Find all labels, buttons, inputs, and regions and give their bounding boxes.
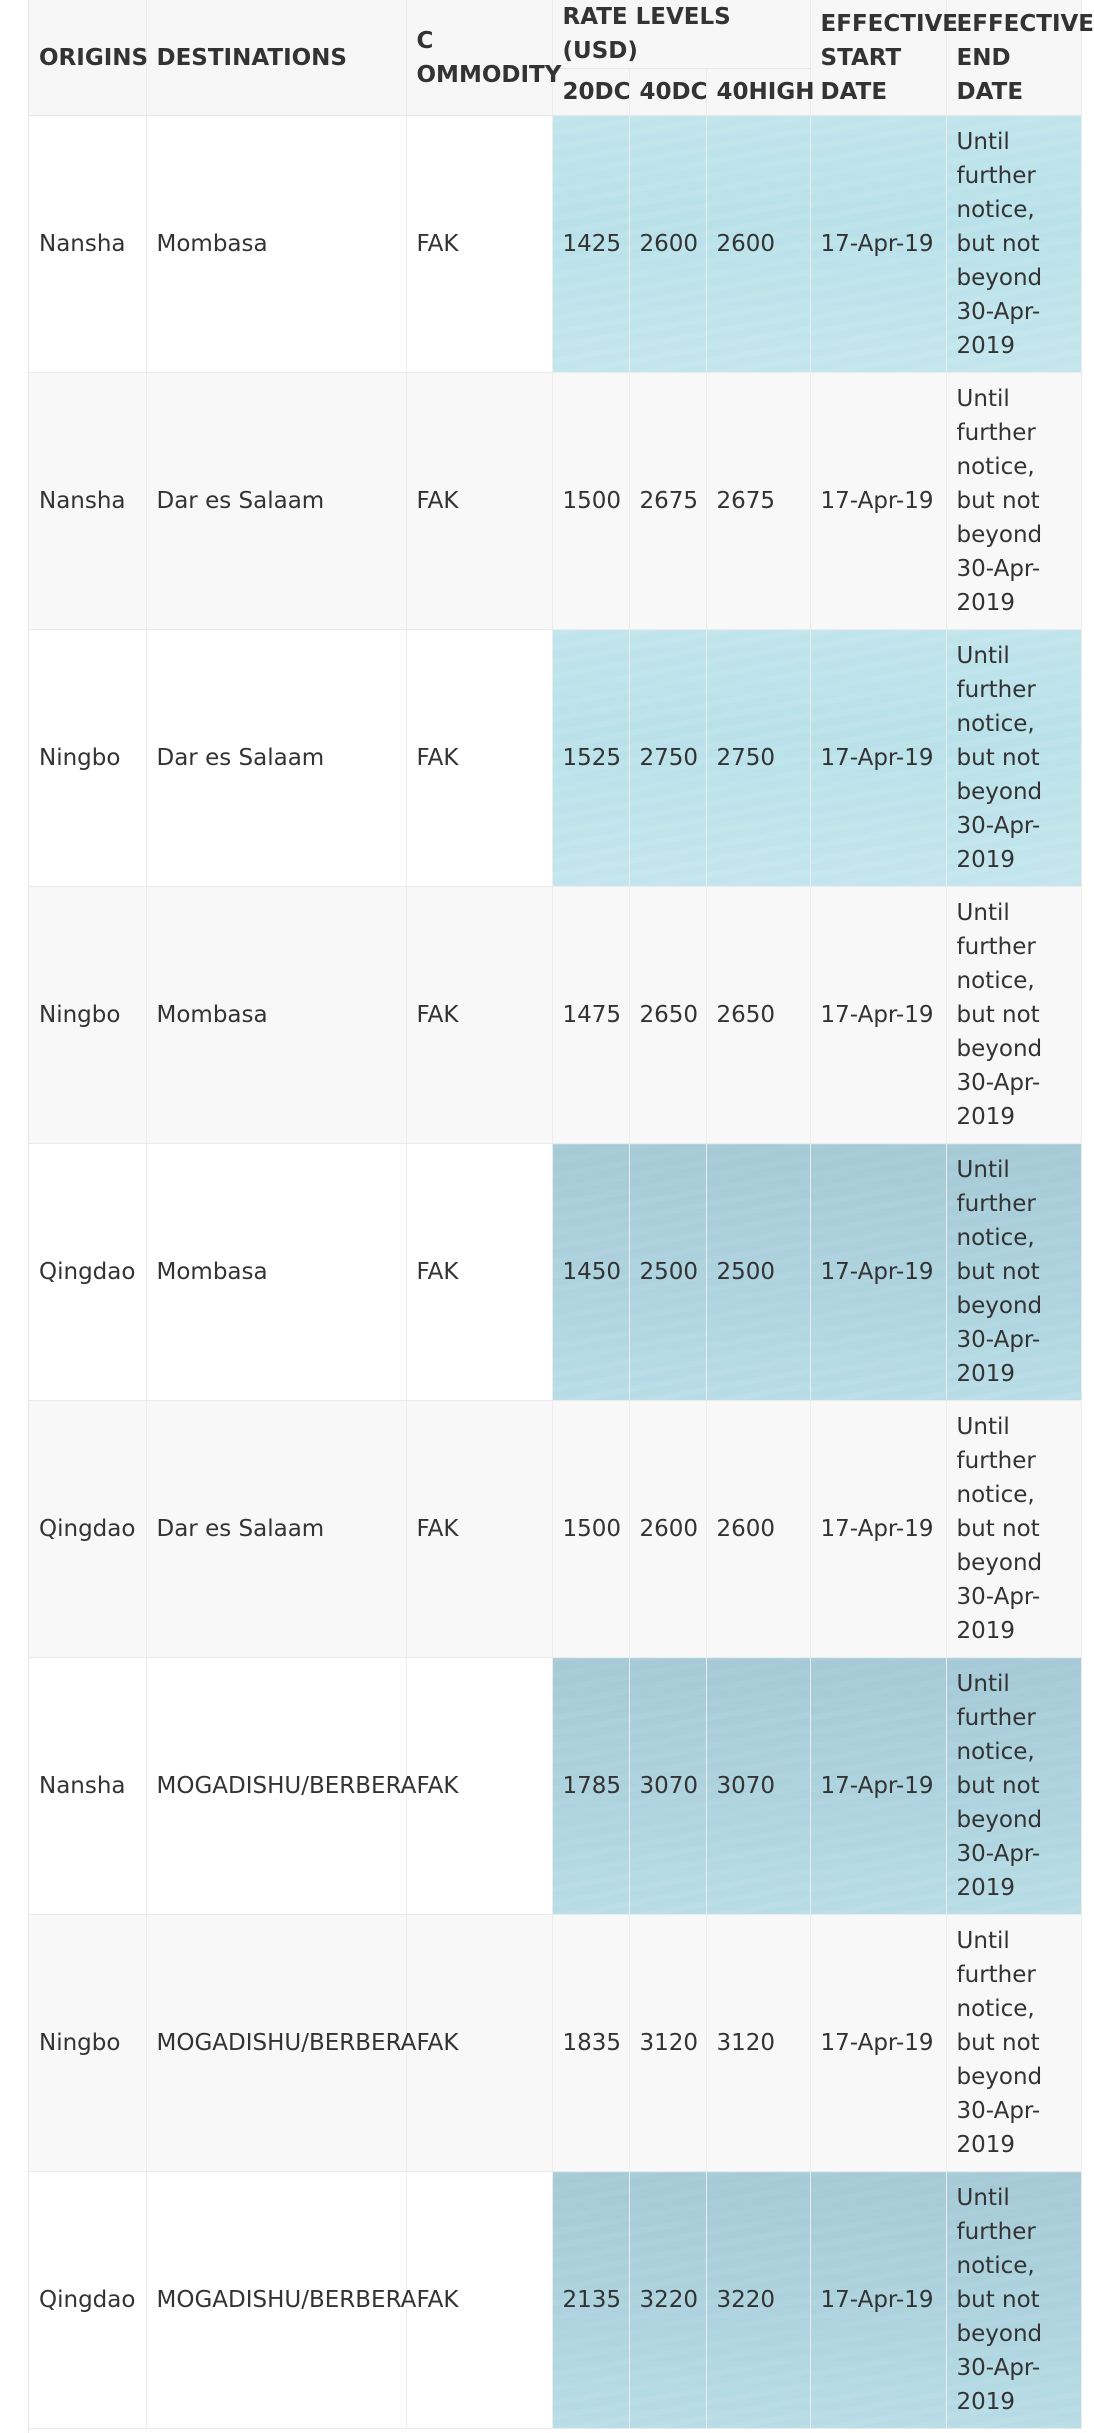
cell-destination: MOGADISHU/BERBERA [146,2172,406,2429]
header-commodity [406,0,562,116]
header-40high: 40HIGH [706,69,810,116]
freight-rate-table [29,0,1094,2429]
cell-40dc: 2600 [629,116,706,373]
cell-20dc: 1425 [552,116,629,373]
cell-end-date: Until further notice, but not beyond 30-Apr-2019 [946,116,1081,373]
cell-40high: 2600 [706,116,810,373]
cell-commodity: FAK [406,1401,552,1658]
cell-commodity: FAK [406,1144,552,1401]
table-row [29,116,1081,373]
table-row [29,887,1081,1144]
table-header [29,0,1094,116]
table-row [29,1144,1081,1401]
cell-end-date: Until further notice, but not beyond 30-Apr-2019 [946,2172,1081,2429]
table-row [29,2172,1081,2429]
cell-start-date: 17-Apr-19 [810,630,946,887]
cell-start-date: 17-Apr-19 [810,1144,946,1401]
cell-origin: Nansha [29,373,146,630]
cell-end-date: Until further notice, but not beyond 30-Apr-2019 [946,1144,1081,1401]
cell-40dc: 2600 [629,1401,706,1658]
cell-40dc: 3120 [629,1915,706,2172]
cell-20dc: 1450 [552,1144,629,1401]
header-end-date: EFFECTIVE END DATE [946,0,1081,116]
cell-start-date: 17-Apr-19 [810,1658,946,1915]
cell-40high: 2650 [706,887,810,1144]
cell-origin: Qingdao [29,1144,146,1401]
cell-destination: Mombasa [146,1144,406,1401]
cell-origin: Ningbo [29,1915,146,2172]
cell-commodity: FAK [406,373,552,630]
header-start-date: EFFECTIVE START DATE [810,0,946,116]
table-row [29,1658,1081,1915]
cell-origin: Qingdao [29,2172,146,2429]
cell-start-date: 17-Apr-19 [810,116,946,373]
cell-40high: 3070 [706,1658,810,1915]
header-origins: ORIGINS [29,0,146,116]
rate-table-container [28,0,1094,2433]
cell-commodity: FAK [406,630,552,887]
cell-commodity: FAK [406,1915,552,2172]
table-row [29,373,1081,630]
cell-40dc: 2650 [629,887,706,1144]
header-commodity-line2: OMMODITY [416,61,562,88]
table-row [29,630,1081,887]
cell-end-date: Until further notice, but not beyond 30-Apr-2019 [946,1658,1081,1915]
cell-40high: 3220 [706,2172,810,2429]
cell-end-date: Until further notice, but not beyond 30-Apr-2019 [946,373,1081,630]
header-rate-levels: RATE LEVELS (USD) [552,0,810,69]
cell-20dc: 1475 [552,887,629,1144]
cell-start-date: 17-Apr-19 [810,1915,946,2172]
cell-commodity: FAK [406,1658,552,1915]
cell-40dc: 2750 [629,630,706,887]
cell-40dc: 2675 [629,373,706,630]
cell-20dc: 1525 [552,630,629,887]
cell-commodity: FAK [406,887,552,1144]
cell-20dc: 1500 [552,1401,629,1658]
cell-origin: Nansha [29,1658,146,1915]
cell-start-date: 17-Apr-19 [810,2172,946,2429]
cell-40high: 2750 [706,630,810,887]
cell-destination: Dar es Salaam [146,1401,406,1658]
cell-40dc: 2500 [629,1144,706,1401]
header-20dc: 20DC [552,69,629,116]
cell-40high: 2500 [706,1144,810,1401]
cell-20dc: 1500 [552,373,629,630]
cell-destination: MOGADISHU/BERBERA [146,1658,406,1915]
cell-origin: Ningbo [29,630,146,887]
cell-40high: 2675 [706,373,810,630]
table-row [29,1915,1081,2172]
cell-commodity: FAK [406,116,552,373]
cell-end-date: Until further notice, but not beyond 30-Apr-2019 [946,630,1081,887]
cell-end-date: Until further notice, but not beyond 30-Apr-2019 [946,1401,1081,1658]
cell-40high: 2600 [706,1401,810,1658]
cell-40high: 3120 [706,1915,810,2172]
cell-destination: Mombasa [146,887,406,1144]
cell-20dc: 1785 [552,1658,629,1915]
cell-destination: MOGADISHU/BERBERA [146,1915,406,2172]
cell-40dc: 3070 [629,1658,706,1915]
header-destinations: DESTINATIONS [146,0,406,116]
cell-commodity: FAK [406,2172,552,2429]
cell-origin: Qingdao [29,1401,146,1658]
cell-destination: Dar es Salaam [146,373,406,630]
cell-end-date: Until further notice, but not beyond 30-Apr-2019 [946,887,1081,1144]
cell-20dc: 1835 [552,1915,629,2172]
cell-20dc: 2135 [552,2172,629,2429]
cell-origin: Nansha [29,116,146,373]
cell-end-date: Until further notice, but not beyond 30-Apr-2019 [946,1915,1081,2172]
table-row [29,1401,1081,1658]
cell-40dc: 3220 [629,2172,706,2429]
cell-destination: Dar es Salaam [146,630,406,887]
header-40dc: 40DC [629,69,706,116]
cell-origin: Ningbo [29,887,146,1144]
cell-start-date: 17-Apr-19 [810,373,946,630]
cell-start-date: 17-Apr-19 [810,1401,946,1658]
table-body [29,116,1081,2429]
header-commodity-line1: C [416,27,434,54]
cell-destination: Mombasa [146,116,406,373]
cell-start-date: 17-Apr-19 [810,887,946,1144]
